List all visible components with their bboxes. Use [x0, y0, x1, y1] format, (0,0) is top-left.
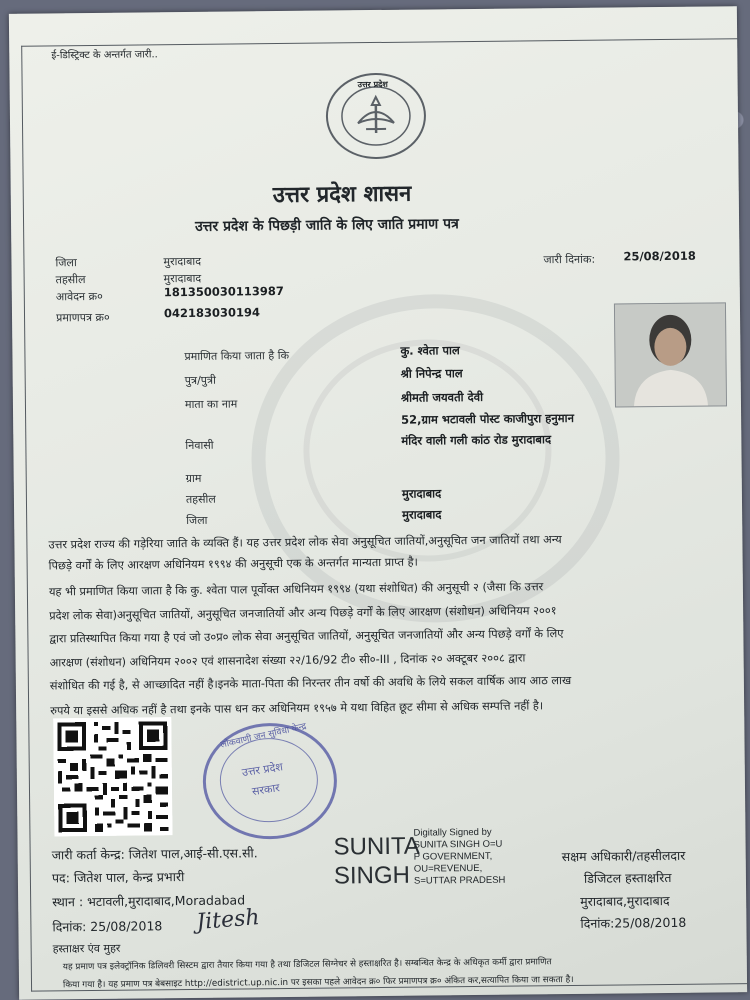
- certify-label: प्रमाणित किया जाता है कि: [184, 348, 290, 364]
- applicant-name: कु. श्वेता पाल: [400, 343, 460, 358]
- relation-label: पुत्र/पुत्री: [184, 373, 216, 388]
- application-label: आवेदन क्र०: [55, 289, 103, 304]
- person-district-label: जिला: [186, 513, 208, 528]
- digital-sign-line: S=UTTAR PRADESH: [413, 874, 506, 887]
- emblem-text: उत्तर प्रदेश: [357, 79, 388, 90]
- digital-sign-line: OU=REVENUE,: [413, 862, 483, 875]
- body-line: उत्तर प्रदेश राज्य की गड़ेरिया जाति के व्यक्ति हैं। यह उत्तर प्रदेश लोक सेवा अनुसूचित जातियों,अनुसूचित जन जातियों तथा अन्य: [48, 533, 562, 552]
- certificate-number-label: प्रमाणपत्र क्र०: [55, 310, 110, 325]
- digital-sign-line: SUNITA SINGH O=U: [413, 838, 503, 851]
- body-line: संशोधित की गई है, से आच्छादित नहीं है।इनके माता-पिता की निरन्तर तीन वर्षो की अवधि के लिये सकल वार्षिक आय आठ लाख: [49, 673, 572, 693]
- authority-place: मुरादाबाद,मुरादाबाद: [580, 892, 670, 909]
- address-line-2: मंदिर वाली गली कांठ रोड मुरादाबाद: [401, 432, 552, 448]
- body-line: द्वारा प्रतिस्थापित किया गया है एवं जो उ०प्र० लोक सेवा अनुसूचित जातियों, अनुसूचित जनजातियों और अन्य पिछड़े वर्गों के लिए: [49, 627, 564, 646]
- body-line: यह भी प्रमाणित किया जाता है कि कु. श्वेता पाल पूर्वोक्त अधिनियम १९९४ (यथा संशोधित) की अनुसूची २ (जैसा कि उत्तर: [48, 580, 544, 599]
- person-tehsil-value: मुरादाबाद: [401, 486, 442, 501]
- issue-date: 25/08/2018: [623, 248, 696, 264]
- certificate-number: 042183030194: [163, 305, 261, 321]
- authority-digital: डिजिटल हस्ताक्षरित: [583, 869, 672, 886]
- residence-label: निवासी: [185, 438, 214, 453]
- district-note: ई-डिस्ट्रिक्ट के अन्तर्गत जारी..: [51, 49, 158, 62]
- person-tehsil-label: तहसील: [185, 492, 216, 507]
- stamp-inner-ring: [219, 738, 318, 823]
- authority-title: सक्षम अधिकारी/तहसीलदार: [561, 847, 686, 865]
- tehsil-label: तहसील: [55, 273, 86, 287]
- village-label: ग्राम: [185, 471, 202, 486]
- signature-seal-label: हस्ताक्षर एंव मुहर: [52, 941, 121, 956]
- up-emblem-icon: [325, 72, 426, 159]
- person-district-value: मुरादाबाद: [402, 507, 442, 522]
- certificate-paper: [9, 6, 747, 1000]
- signer-name-line-1: SUNITA: [333, 832, 420, 861]
- father-name: श्री निपेन्द्र पाल: [400, 366, 463, 381]
- issuer-post: पद: जितेश पाल, केन्द्र प्रभारी: [51, 869, 185, 886]
- body-line: रुपये या इससे अधिक नहीं है तथा इनके पास धन कर अधिनियम १९५७ मे यथा विहित छूट सीमा से अधिक सम्पत्ति नहीं है।: [50, 699, 544, 718]
- digital-sign-line: P GOVERNMENT,: [413, 850, 493, 863]
- authority-date: दिनांक:25/08/2018: [580, 914, 687, 931]
- stamp-outer-text: लोकवाणी जन सुविधा केन्द्र: [219, 721, 308, 751]
- digital-sign-line: Digitally Signed by: [413, 826, 492, 839]
- district-value: मुरादाबाद: [163, 254, 202, 269]
- stamp-line-2: सरकार: [251, 781, 281, 799]
- mother-label: माता का नाम: [184, 397, 238, 412]
- body-line: पिछड़े वर्गों के लिए आरक्षण अधिनियम १९९४ की अनुसूची एक के अन्तर्गत मान्यता प्राप्त है।: [48, 555, 418, 573]
- issuing-center: जारी कर्ता केन्द्र: जितेश पाल,आई-सी.एस.सी.: [51, 845, 258, 863]
- mother-name: श्रीमती जयवती देवी: [400, 389, 484, 405]
- body-line: आरक्षण (संशोधन) अधिनियम २००२ एवं शासनादेश संख्या २२/16/92 टी० सी०-III , दिनांक २० अक्टूबर २००८ द्वारा: [49, 651, 526, 670]
- footer-line-2: किया गया है। यह प्रमाण पत्र बेबसाइट http://edistrict.up.nic.in पर इसका पहले आवेदन क्र० फिर प्रमाणपत्र क्र० अंकित कर,सत्यापित किया जा सकता है।: [62, 974, 574, 991]
- govt-title: उत्तर प्रदेश शासन: [272, 181, 412, 209]
- footer-line-1: यह प्रमाण पत्र इलेक्ट्रॉनिक डिलिवरी सिस्टम द्वारा तैयार किया गया है तथा डिजिटल सिग्नेचर से हस्ताक्षरित है। सम्बन्धित केन्द्र के अधिकृत कर्मी द्वारा प्रमाणित: [62, 957, 552, 973]
- address-line-1: 52,ग्राम भटावली पोस्ट काजीपुरा हनुमान: [401, 410, 575, 427]
- certificate-title: उत्तर प्रदेश के पिछड़ी जाति के लिए जाति प्रमाण पत्र: [195, 216, 459, 235]
- stamp-line-1: उत्तर प्रदेश: [241, 760, 284, 780]
- qr-code: [53, 717, 172, 836]
- issue-place: स्थान : भटावली,मुरादाबाद,Moradabad: [52, 892, 246, 910]
- issuer-date: दिनांक: 25/08/2018: [52, 918, 163, 935]
- tehsil-value: मुरादाबाद: [163, 271, 202, 286]
- signer-name-line-2: SINGH: [333, 861, 411, 890]
- applicant-photo: [614, 302, 727, 407]
- application-number: 181350030113987: [163, 283, 284, 300]
- handwritten-signature: Jitesh: [195, 905, 261, 936]
- body-line: प्रदेश लोक सेवा)अनुसूचित जातियों, अनुसूचित जनजातियों और अन्य पिछड़े वर्गों के लिए आरक्षण (संशोधन) अधिनियम २००१: [49, 604, 557, 623]
- issue-date-label: जारी दिनांक:: [543, 252, 596, 267]
- district-label: जिला: [55, 256, 77, 270]
